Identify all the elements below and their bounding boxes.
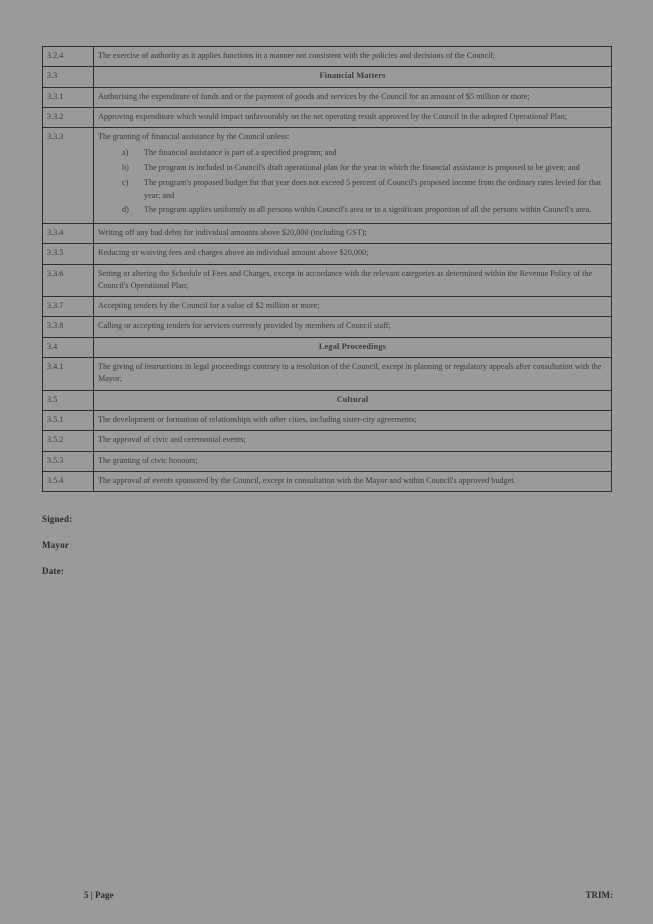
table-row: [43, 87, 612, 107]
row-number: 3.3.5: [43, 244, 94, 264]
sub-list-marker: c): [122, 177, 129, 187]
row-number: 3.4.1: [43, 358, 94, 391]
row-number: 3.3.7: [43, 297, 94, 317]
row-text: The development or formation of relationships with other cities, including sister-city agreements;: [94, 410, 612, 430]
table-body: [43, 47, 612, 492]
row-number: 3.3.2: [43, 107, 94, 127]
sub-list-item: [98, 147, 607, 160]
row-number: 3.5.3: [43, 451, 94, 471]
signed-label: Signed:: [42, 514, 73, 525]
table-row-heading: [43, 67, 612, 87]
row-text: The exercise of authority as it applies functions in a manner not consistent with the policies and decisions of the Council;: [94, 47, 612, 67]
table-row: [43, 358, 612, 391]
row-number: 3.3.3: [43, 128, 94, 224]
row-number: 3.3.6: [43, 264, 94, 297]
table-row: [43, 317, 612, 337]
sub-list-item: [98, 177, 607, 202]
table-row-heading: [43, 337, 612, 357]
mayor-label: Mayor: [42, 540, 69, 551]
row-number: 3.4: [43, 337, 94, 357]
table-row: [43, 471, 612, 491]
row-text-block: [94, 128, 612, 224]
section-heading: Legal Proceedings: [94, 337, 612, 357]
table-row: [43, 224, 612, 244]
row-number: 3.5: [43, 390, 94, 410]
sub-list-marker: d): [122, 205, 129, 215]
row-number: 3.5.1: [43, 410, 94, 430]
table-row: [43, 410, 612, 430]
row-text: Accepting tenders by the Council for a value of $2 million or more;: [94, 297, 612, 317]
row-text: The approval of civic and ceremonial events;: [94, 431, 612, 451]
section-heading: Cultural: [94, 390, 612, 410]
row-number: 3.3.8: [43, 317, 94, 337]
sub-list: [98, 147, 607, 217]
sub-list-text: The program is included in Council's draft operational plan for the year in which the financial assistance is proposed to be given; and: [144, 163, 580, 173]
trim-reference: TRIM:: [585, 890, 613, 900]
section-heading: Financial Matters: [94, 67, 612, 87]
row-text: The granting of civic honours;: [94, 451, 612, 471]
row-number: 3.3.1: [43, 87, 94, 107]
table-row: [43, 431, 612, 451]
sub-list-marker: b): [122, 163, 129, 173]
date-label: Date:: [42, 566, 64, 577]
sub-list-item: [98, 204, 607, 217]
table-row: [43, 47, 612, 67]
row-text: Calling or accepting tenders for services currently provided by members of Council staff;: [94, 317, 612, 337]
sub-list-marker: a): [122, 148, 129, 158]
table-row-heading: [43, 390, 612, 410]
sub-list-text: The financial assistance is part of a specified program; and: [144, 148, 337, 158]
table-row: [43, 264, 612, 297]
table-row: [43, 244, 612, 264]
delegations-table: [42, 46, 612, 492]
sub-list-text: The program applies uniformly to all persons within Council's area or to a significant proportion of all the persons within Council's area.: [144, 205, 592, 215]
row-text: Reducing or waiving fees and charges above an individual amount above $20,000;: [94, 244, 612, 264]
page-footer: [42, 890, 613, 900]
row-text: The granting of financial assistance by the Council unless:: [98, 132, 290, 142]
sub-list-item: [98, 162, 607, 175]
row-number: 3.5.2: [43, 431, 94, 451]
sub-list-text: The program's proposed budget for that year does not exceed 5 percent of Council's proposed income from the ordinary rates levied for that year; and: [144, 177, 602, 200]
row-text: Writing off any bad debts for individual amounts above $20,000 (including GST);: [94, 224, 612, 244]
row-text: Setting or altering the Schedule of Fees and Charges, except in accordance with the relevant categories as determined within the Revenue Policy of the Council's Operational Plan;: [94, 264, 612, 297]
table-row: [43, 107, 612, 127]
row-text: The giving of instructions in legal proceedings contrary to a resolution of the Council, except in planning or regulatory appeals after consultation with the Mayor;: [94, 358, 612, 391]
signoff-block: [42, 514, 613, 576]
page-number: 5 | Page: [84, 890, 114, 900]
row-number: 3.3.4: [43, 224, 94, 244]
row-text: The approval of events sponsored by the Council, except in consultation with the Mayor and within Council's approved budget.: [94, 471, 612, 491]
row-text: Approving expenditure which would impact unfavourably on the net operating result approved by the Council in the adopted Operational Plan;: [94, 107, 612, 127]
table-row-with-sublist: [43, 128, 612, 224]
row-number: 3.3: [43, 67, 94, 87]
row-number: 3.2.4: [43, 47, 94, 67]
table-row: [43, 297, 612, 317]
row-text: Authorising the expenditure of funds and or the payment of goods and services by the Council for an amount of $5 million or more;: [94, 87, 612, 107]
row-number: 3.5.4: [43, 471, 94, 491]
table-row: [43, 451, 612, 471]
